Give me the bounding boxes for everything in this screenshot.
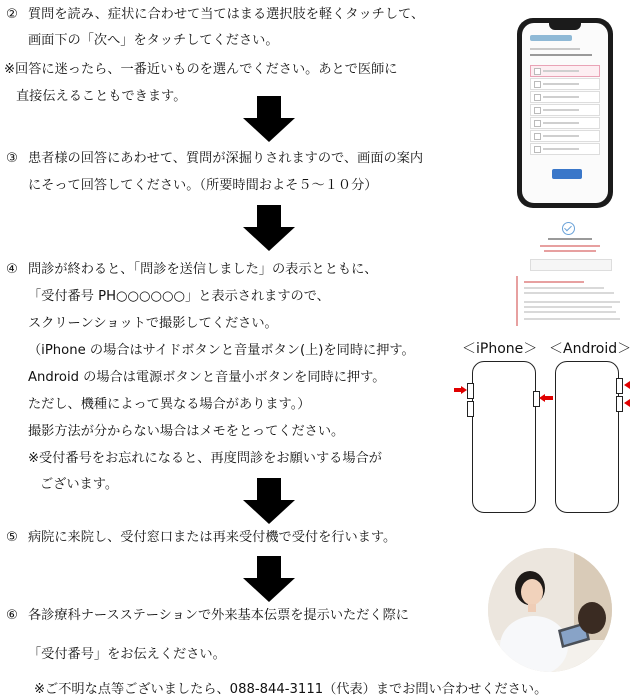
android-outline-icon <box>555 361 619 513</box>
down-arrow-icon <box>243 205 295 251</box>
step-6-marker: ⑥ <box>6 608 18 623</box>
step-4-line-5: Android の場合は電源ボタンと音量小ボタンを同時に押す。 <box>28 370 386 385</box>
iphone-label: ＜iPhone＞ <box>462 341 538 357</box>
iphone-outline-icon <box>472 361 536 513</box>
volume-down-button-icon <box>467 401 474 417</box>
red-arrow-shaft <box>545 396 553 400</box>
step-4-line-7: 撮影方法が分からない場合はメモをとってください。 <box>28 424 345 439</box>
step-6-line-2: 「受付番号」をお伝えください。 <box>28 647 226 662</box>
footer-contact: ※ご不明な点等ございましたら、088-844-3111（代表）までお問い合わせください。 <box>34 682 548 697</box>
step-5-marker: ⑤ <box>6 530 18 545</box>
volume-button-icon <box>616 378 623 394</box>
step-4-line-1: 問診が終わると、「問診を送信しました」の表示とともに、 <box>28 262 378 277</box>
step-2-marker: ② <box>6 7 18 22</box>
step-6-line-1: 各診療科ナースステーションで外来基本伝票を提示いただく際に <box>28 608 409 623</box>
step-5-line-1: 病院に来院し、受付窓口または再来受付機で受付を行います。 <box>28 530 397 545</box>
note-line-1: ※回答に迷ったら、一番近いものを選んでください。あとで医師に <box>4 62 398 77</box>
note-line-2: 直接伝えることもできます。 <box>16 89 187 104</box>
step-4-marker: ④ <box>6 262 18 277</box>
step-2-line-2: 画面下の「次へ」をタッチしてください。 <box>28 33 279 48</box>
red-arrow-icon <box>461 386 467 394</box>
check-icon <box>562 222 575 235</box>
step-2-line-1: 質問を読み、症状に合わせて当てはまる選択肢を軽くタッチして、 <box>28 7 425 22</box>
smartphone-questionnaire-image <box>517 18 613 208</box>
submission-complete-screen-image <box>512 218 628 330</box>
step-3-line-2: にそって回答してください。（所要時間およそ５～１０分） <box>28 178 378 193</box>
red-arrow-icon <box>624 381 630 389</box>
step-3-line-1: 患者様の回答にあわせて、質問が深掘りされますので、画面の案内 <box>28 151 424 166</box>
android-label: ＜Android＞ <box>549 341 632 357</box>
volume-up-button-icon <box>467 383 474 399</box>
power-button-icon <box>616 396 623 412</box>
step-4-line-2: 「受付番号 PH○○○○○○」と表示されますので、 <box>28 289 330 304</box>
step-4-line-4: （iPhone の場合はサイドボタンと音量ボタン(上)を同時に押す。 <box>28 343 415 358</box>
step-4-line-3: スクリーンショットで撮影してください。 <box>28 316 278 331</box>
step-4-line-9: ございます。 <box>40 477 119 492</box>
step-4-line-6: ただし、機種によって異なる場合があります。） <box>28 397 311 412</box>
red-arrow-icon <box>624 399 630 407</box>
down-arrow-icon <box>243 96 295 142</box>
down-arrow-icon <box>243 556 295 602</box>
step-4-line-8: ※受付番号をお忘れになると、再度問診をお願いする場合が <box>28 451 382 466</box>
reception-photo <box>488 548 612 672</box>
step-3-marker: ③ <box>6 151 18 166</box>
down-arrow-icon <box>243 478 295 524</box>
